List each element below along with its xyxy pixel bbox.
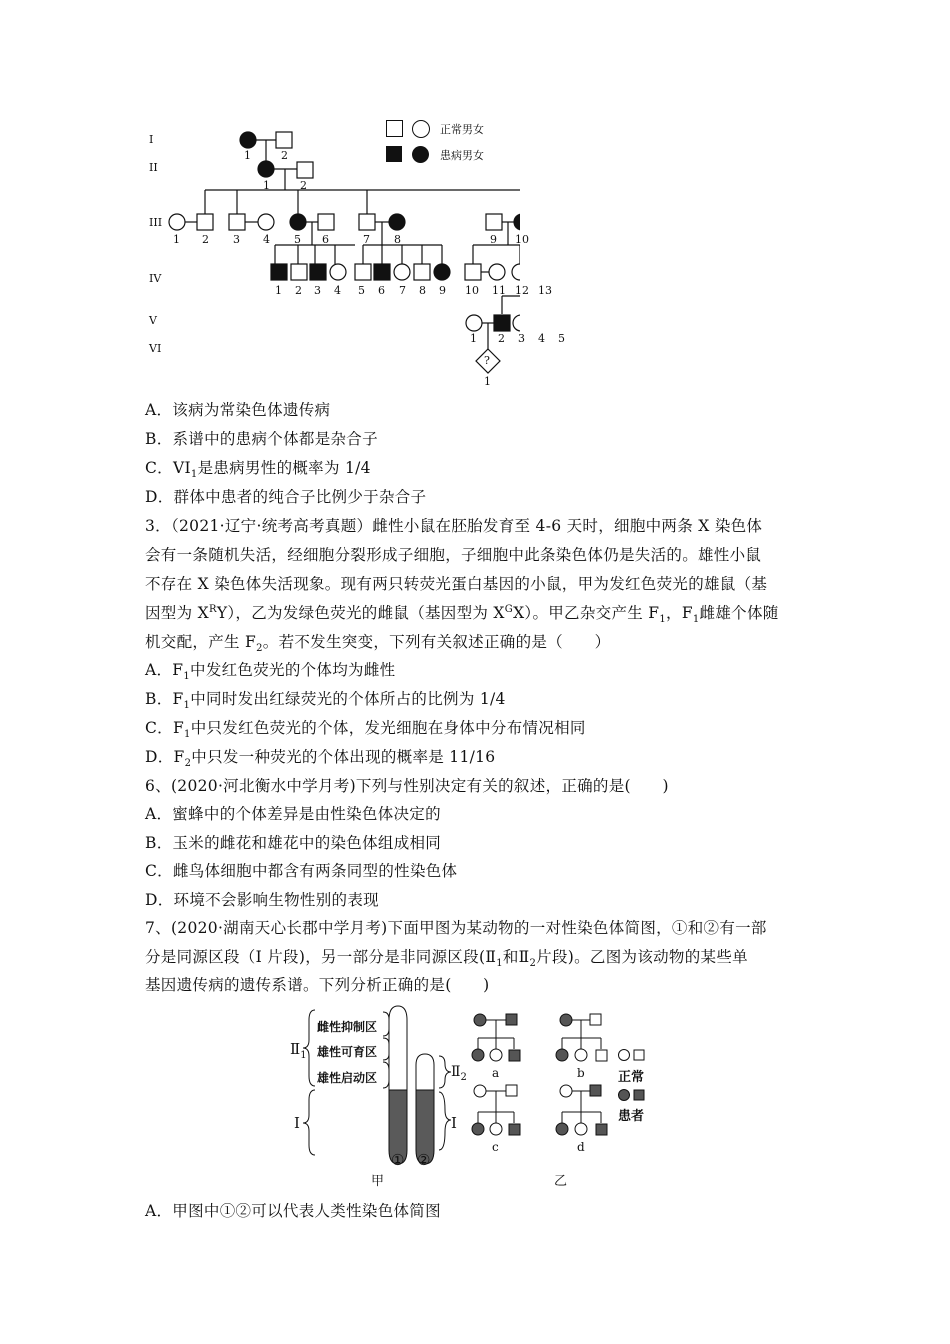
- q3-line-2: 会有一条随机失活，经细胞分裂形成子细胞，子细胞中此条染色体仍是失活的。雄性小鼠: [145, 546, 762, 564]
- q3-l4-sub2: 1: [692, 614, 700, 626]
- id-IV-5: 5: [358, 284, 365, 297]
- id-III-5: 5: [294, 233, 301, 246]
- q7-l2-sub1: 1: [496, 958, 503, 970]
- gen-label-III: III: [149, 216, 163, 229]
- pedigree-label-a: a: [492, 1066, 500, 1080]
- id-III-1: 1: [173, 233, 180, 246]
- id-III-2: 2: [202, 233, 209, 246]
- q3-l4-sub1: 1: [659, 614, 667, 626]
- q3-a-sub: 1: [183, 671, 191, 683]
- region-female-suppression: 雌性抑制区: [317, 1020, 378, 1034]
- id-IV-8: 8: [419, 284, 426, 297]
- q3-d-post: 中只发一种荧光的个体出现的概率是 11/16: [191, 748, 496, 766]
- q3-l4-sup2: G: [504, 603, 514, 615]
- q3-d-pre: D．F: [145, 748, 185, 766]
- label-II2: [451, 1064, 467, 1083]
- id-IV-7: 7: [399, 284, 406, 297]
- label-II1-sub: 1: [300, 1050, 307, 1061]
- gen-label-II: II: [149, 161, 158, 174]
- pedigree-label-b: b: [577, 1066, 585, 1080]
- q2-option-a: A．该病为常染色体遗传病: [145, 401, 331, 419]
- q3-a-pre: A．F: [145, 661, 184, 679]
- label-II2-sub: 2: [460, 1071, 467, 1083]
- q3-l4-e: 雌雄个体随: [699, 604, 779, 622]
- q7-l2-sub2: 2: [529, 958, 537, 970]
- q3-l4-d: ，F: [666, 604, 693, 622]
- id-IV-3: 3: [314, 284, 321, 297]
- q7-line-3: 基因遗传病的遗传系谱。下列分析正确的是( ): [145, 976, 490, 994]
- q3-b-sub: 1: [183, 700, 191, 712]
- id-IV-2: 2: [295, 284, 302, 297]
- legend-normal-label: 正常男女: [440, 123, 484, 136]
- legend2-affected-label: 患者: [618, 1109, 645, 1124]
- q3-c-sub: 1: [184, 729, 191, 741]
- label-II1: [290, 1040, 307, 1061]
- id-IV-12: 12: [515, 284, 529, 297]
- q3-l4-sup1: R: [208, 603, 217, 615]
- q7-l2-b: 和Ⅱ: [502, 948, 530, 966]
- figure-jia-label: 甲: [371, 1174, 385, 1189]
- q6-option-d: D．环境不会影响生物性别的表现: [145, 891, 379, 909]
- region-male-initiation: 雄性启动区: [317, 1071, 378, 1085]
- q3-line-3: 不存在 X 染色体失活现象。现有两只转荧光蛋白基因的小鼠，甲为发红色荧光的雄鼠（基: [145, 575, 768, 593]
- gen-label-VI: VI: [149, 342, 162, 355]
- q2-c-sub: 1: [190, 469, 198, 481]
- q6-option-c: C．雌鸟体细胞中都含有两条同型的性染色体: [145, 862, 458, 880]
- legend-affected-label: 患病男女: [440, 149, 484, 162]
- q3-b-pre: B．F: [145, 690, 184, 708]
- q7-option-a: A．甲图中①②可以代表人类性染色体简图: [145, 1202, 441, 1220]
- q3-l5-sub: 2: [256, 643, 263, 655]
- id-IV-11: 11: [492, 284, 506, 297]
- q2-c-post: 是患病男性的概率为 1/4: [197, 459, 371, 477]
- id-III-7: 7: [363, 233, 370, 246]
- pedigree-label-c: c: [492, 1140, 499, 1154]
- q3-d-sub: 2: [184, 758, 192, 770]
- q2-option-d: D．群体中患者的纯合子比例少于杂合子: [145, 488, 427, 506]
- q7-l2-c: 片段)。乙图为该动物的某些单: [536, 948, 748, 966]
- q3-c-pre: C．F: [145, 719, 185, 737]
- q3-l5-b: 。若不发生突变，下列有关叙述正确的是（ ）: [262, 633, 611, 651]
- chromosome-1-label: ①: [391, 1151, 405, 1169]
- gen-label-IV: IV: [149, 272, 162, 285]
- id-IV-9: 9: [439, 284, 446, 297]
- id-V-3: 3: [518, 332, 525, 345]
- id-II-1: 1: [263, 179, 270, 192]
- q2-option-b: B．系谱中的患病个体都是杂合子: [145, 430, 378, 448]
- label-II1-text: Ⅱ: [290, 1040, 301, 1058]
- q3-b-post: 中同时发出红绿荧光的个体所占的比例为 1/4: [190, 690, 506, 708]
- id-IV-10: 10: [465, 284, 479, 297]
- id-V-5: 5: [558, 332, 565, 345]
- id-VI-1: 1: [484, 375, 491, 388]
- id-IV-4: 4: [334, 284, 341, 297]
- q3-l4-b: Y），乙为发绿色荧光的雌鼠（基因型为 X: [216, 604, 505, 622]
- q6-option-b: B．玉米的雌花和雄花中的染色体组成相同: [145, 834, 442, 852]
- id-IV-13: 13: [538, 284, 552, 297]
- chromosome-2-label: ②: [417, 1151, 431, 1169]
- q7-line-1: 7、(2020·湖南天心长郡中学月考)下面甲图为某动物的一对性染色体简图，①和②有一部: [145, 919, 767, 937]
- id-V-4: 4: [538, 332, 545, 345]
- label-I-right: Ⅰ: [451, 1114, 457, 1132]
- id-I-2: 2: [281, 149, 288, 162]
- region-male-fertile: 雄性可育区: [317, 1045, 378, 1059]
- id-III-10: 10: [515, 233, 529, 246]
- q3-c-post: 中只发红色荧光的个体，发光细胞在身体中分布情况相同: [190, 719, 586, 737]
- q3-l5-a: 机交配，产生 F: [145, 633, 257, 651]
- q3-l4-c: X）。甲乙杂交产生 F: [513, 604, 660, 622]
- id-III-6: 6: [322, 233, 329, 246]
- id-III-4: 4: [263, 233, 270, 246]
- q2-c-pre: C．VI: [145, 459, 191, 477]
- id-V-1: 1: [470, 332, 477, 345]
- id-II-2: 2: [300, 179, 307, 192]
- q3-line-1: 3．（2021·辽宁·统考高考真题）雌性小鼠在胚胎发育至 4-6 天时，细胞中两条 X 染色体: [145, 517, 763, 535]
- gen-label-V: V: [149, 314, 157, 327]
- legend2-normal-label: 正常: [618, 1070, 645, 1085]
- figure-yi-label: 乙: [554, 1174, 568, 1189]
- id-III-3: 3: [233, 233, 240, 246]
- label-I-left: Ⅰ: [294, 1114, 300, 1132]
- q6-stem: 6、(2020·河北衡水中学月考)下列与性别决定有关的叙述，正确的是( ): [145, 777, 669, 795]
- id-I-1: 1: [244, 149, 251, 162]
- q6-option-a: A．蜜蜂中的个体差异是由性染色体决定的: [145, 805, 441, 823]
- id-IV-1: 1: [275, 284, 282, 297]
- id-III-8: 8: [394, 233, 401, 246]
- q3-l4-a: 因型为 X: [145, 604, 209, 622]
- label-II2-text: Ⅱ: [451, 1064, 461, 1080]
- q3-a-post: 中发红色荧光的个体均为雌性: [190, 661, 396, 679]
- q7-l2-a: 分是同源区段（Ⅰ 片段)，另一部分是非同源区段(Ⅱ: [145, 948, 497, 966]
- pedigree-label-d: d: [577, 1140, 585, 1154]
- unknown-mark: ?: [484, 354, 490, 367]
- gen-label-I: I: [149, 133, 154, 146]
- id-IV-6: 6: [378, 284, 385, 297]
- id-V-2: 2: [498, 332, 505, 345]
- id-III-9: 9: [490, 233, 497, 246]
